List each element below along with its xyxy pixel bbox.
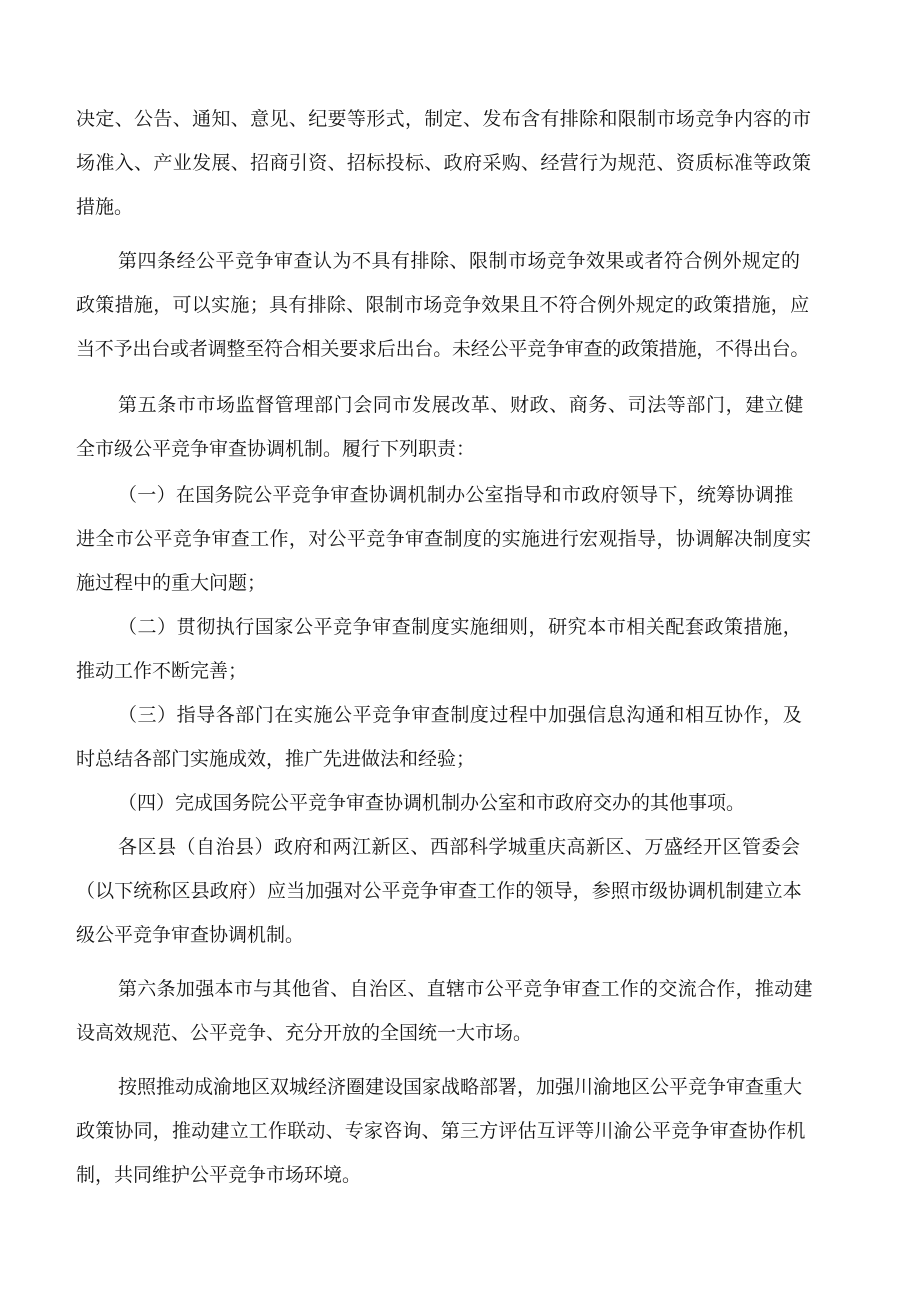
article-5-line-1: 第五条市市场监督管理部门会同市发展改革、财政、商务、司法等部门，建立健 bbox=[118, 394, 805, 416]
duty-3-line-2: 时总结各部门实施成效，推广先进做法和经验； bbox=[76, 748, 476, 770]
district-paragraph-line-2: （以下统称区县政府）应当加强对公平竞争审查工作的领导，参照市级协调机制建立本 bbox=[76, 880, 802, 902]
duty-4-line-1: （四）完成国务院公平竞争审查协调机制办公室和市政府交办的其他事项。 bbox=[118, 792, 746, 814]
article-4-line-3: 当不予出台或者调整至符合相关要求后出台。未经公平竞争审查的政策措施，不得出台。 bbox=[76, 338, 810, 360]
duty-2-line-2: 推动工作不断完善； bbox=[76, 660, 248, 682]
chengyu-paragraph-line-2: 政策协同，推动建立工作联动、专家咨询、第三方评估互评等川渝公平竞争审查协作机 bbox=[76, 1120, 806, 1142]
chengyu-paragraph-line-1: 按照推动成渝地区双城经济圈建设国家战略部署，加强川渝地区公平竞争审查重大 bbox=[118, 1076, 803, 1098]
duty-1-line-3: 施过程中的重大问题； bbox=[76, 572, 267, 594]
article-5-line-2: 全市级公平竞争审查协调机制。履行下列职责： bbox=[76, 438, 476, 460]
article-6-line-2: 设高效规范、公平竞争、充分开放的全国统一大市场。 bbox=[76, 1022, 533, 1044]
paragraph-1-line-1: 决定、公告、通知、意见、纪要等形式，制定、发布含有排除和限制市场竞争内容的市 bbox=[76, 108, 812, 130]
district-paragraph-line-3: 级公平竞争审查协调机制。 bbox=[76, 924, 305, 946]
article-4-line-2: 政策措施，可以实施；具有排除、限制市场竞争效果且不符合例外规定的政策措施，应 bbox=[76, 294, 810, 316]
article-6-line-1: 第六条加强本市与其他省、自治区、直辖市公平竞争审查工作的交流合作，推动建 bbox=[118, 978, 813, 1000]
duty-3-line-1: （三）指导各部门在实施公平竞争审查制度过程中加强信息沟通和相互协作，及 bbox=[118, 704, 803, 726]
duty-1-line-1: （一）在国务院公平竞争审查协调机制办公室指导和市政府领导下，统筹协调推 bbox=[118, 484, 794, 506]
paragraph-1-line-3: 措施。 bbox=[76, 196, 134, 218]
paragraph-1-line-2: 场准入、产业发展、招商引资、招标投标、政府采购、经营行为规范、资质标准等政策 bbox=[76, 152, 812, 174]
district-paragraph-line-1: 各区县（自治县）政府和两江新区、西部科学城重庆高新区、万盛经开区管委会 bbox=[118, 836, 801, 858]
duty-2-line-1: （二）贯彻执行国家公平竞争审查制度实施细则，研究本市相关配套政策措施， bbox=[118, 616, 803, 638]
duty-1-line-2: 进全市公平竞争审查工作，对公平竞争审查制度的实施进行宏观指导，协调解决制度实 bbox=[76, 528, 812, 550]
article-4-line-1: 第四条经公平竞争审查认为不具有排除、限制市场竞争效果或者符合例外规定的 bbox=[118, 250, 801, 272]
chengyu-paragraph-line-3: 制，共同维护公平竞争市场环境。 bbox=[76, 1164, 362, 1186]
